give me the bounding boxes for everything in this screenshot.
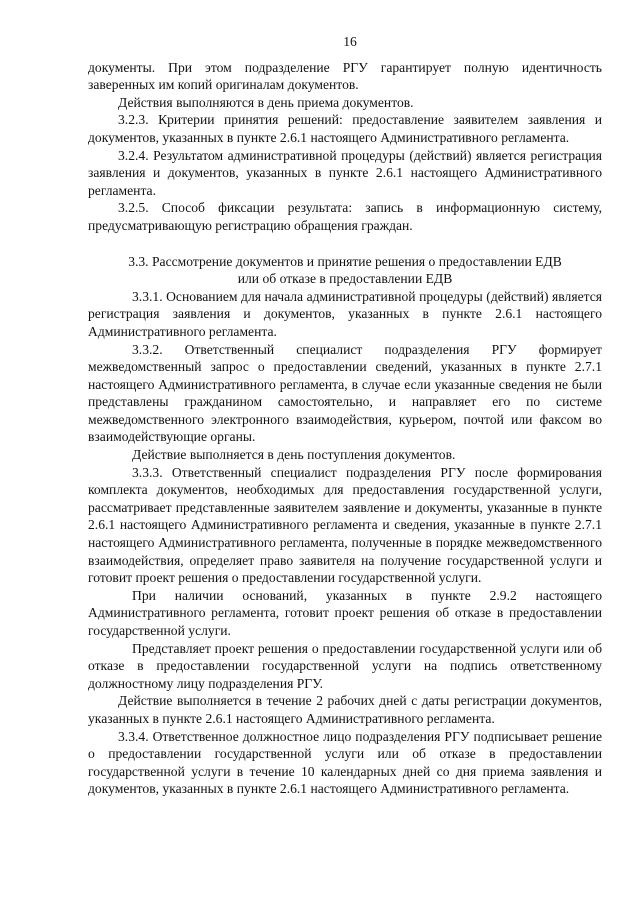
paragraph: 3.3.2. Ответственный специалист подразделения РГУ формирует межведомственный запрос о предоставлении сведений, указанных в пункте 2.7.1 настоящего Административного регламента, в случае если указанные сведения не были представлены гражданином самостоятельно, и направляет его по системе межведомственного электронного взаимодействия, курьером, почтой или факсом во взаимодействующие органы. <box>88 341 602 445</box>
paragraph: 3.2.4. Результатом административной процедуры (действий) является регистрация заявления и документов, указанных в пункте 2.6.1 настоящего Административного регламента. <box>88 147 602 198</box>
paragraph: Представляет проект решения о предоставлении государственной услуги или об отказе в предоставлении государственной услуги на подпись ответственному должностному лицу подразделения РГУ. <box>88 640 602 691</box>
page-number: 16 <box>343 34 357 49</box>
paragraph: документы. При этом подразделение РГУ гарантирует полную идентичность заверенных им копий оригиналам документов. <box>88 59 602 93</box>
paragraph: 3.3.4. Ответственное должностное лицо подразделения РГУ подписывает решение о предоставлении государственной услуги или об отказе в предоставлении государственной услуги в течение 10 календарных дней со дня приема заявления и документов, указанных в пункте 2.6.1 настоящего Административного регламента. <box>88 728 602 797</box>
paragraph: Действия выполняются в день приема документов. <box>118 94 414 110</box>
paragraph: Действие выполняется в день поступления документов. <box>132 447 456 463</box>
section-3-2-tail <box>88 59 602 235</box>
paragraph: 3.3.3. Ответственный специалист подразделения РГУ после формирования комплекта документов, необходимых для предоставления государственной услуги, рассматривает представленные заявителем заявление и документы, указанные в пункте 2.6.1 настоящего Административного регламента и сведения, указанные в пункте 2.7.1 настоящего Административного регламента, полученные в порядке межведомственного взаимодействия, определяет право заявителя на получение государственной услуги и готовит проект решения о предоставлении государственной услуги. <box>88 464 602 586</box>
paragraph: Действие выполняется в течение 2 рабочих дней с даты регистрации документов, указанных в пункте 2.6.1 настоящего Административного регламента. <box>88 693 602 726</box>
section-heading-line2: или об отказе в предоставлении ЕДВ <box>237 271 453 287</box>
paragraph: 3.2.3. Критерии принятия решений: предоставление заявителем заявления и документов, указанных в пункте 2.6.1 настоящего Административного регламента. <box>88 112 602 145</box>
paragraph: 3.3.1. Основанием для начала административной процедуры (действий) является регистрация заявления и документов, указанных в пункте 2.6.1 настоящего Административного регламента. <box>88 288 602 339</box>
paragraph: При наличии оснований, указанных в пункте 2.9.2 настоящего Административного регламента, готовит проект решения об отказе в предоставлении государственной услуги. <box>88 587 602 638</box>
section-heading-line1: 3.3. Рассмотрение документов и принятие решения о предоставлении ЕДВ <box>128 253 562 269</box>
section-heading <box>88 253 602 288</box>
paragraph: 3.2.5. Способ фиксации результата: запись в информационную систему, предусматривающую регистрацию обращения граждан. <box>88 200 602 233</box>
section-3-3-body <box>88 288 602 798</box>
section-gap <box>88 235 602 253</box>
